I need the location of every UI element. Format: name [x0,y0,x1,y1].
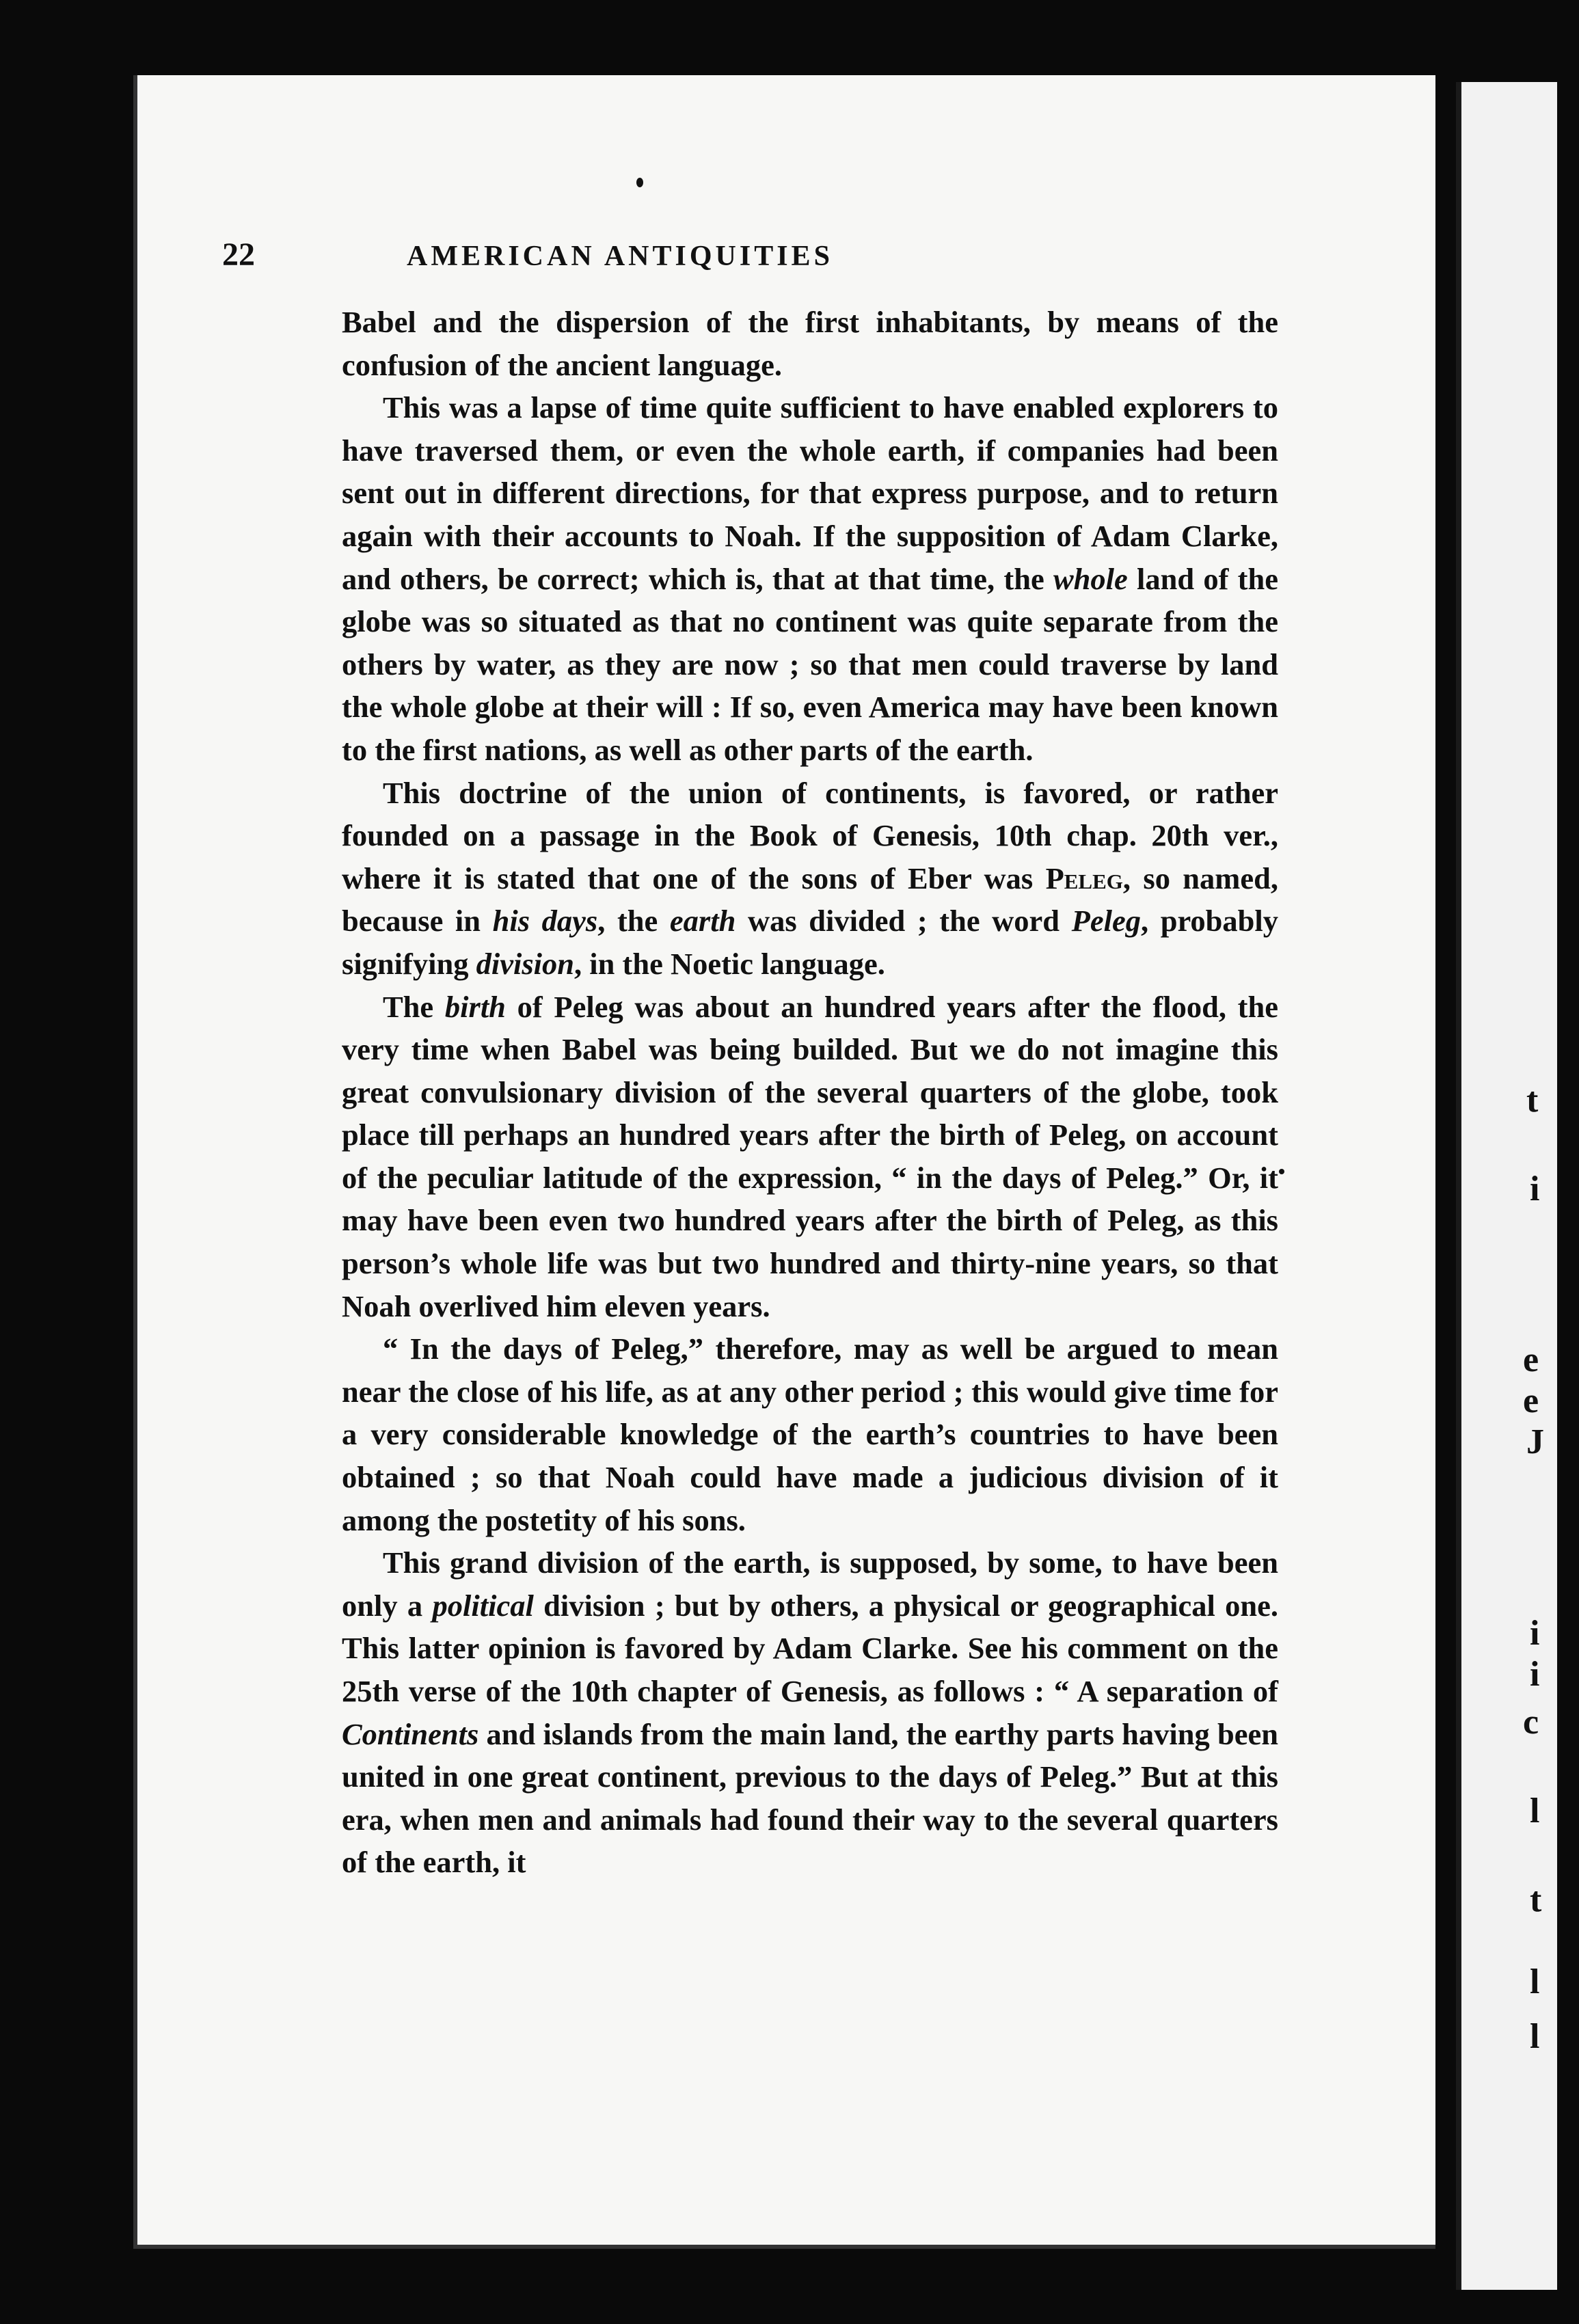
adjacent-page-edge [1456,82,1557,2290]
running-title: AMERICAN ANTIQUITIES [407,241,833,272]
paragraph: This doctrine of the union of continents, is favored, or rather founded on a passage in the Book of Genesis, 10th chap. 20th ver., where it is stated that one of the sons of Eber was Peleg, so named, because in his days, the earth was divided ; the word Peleg, probably signifying division, in the Noetic language. [342,775,1279,981]
paragraph: The birth of Peleg was about an hundred years after the flood, the very time when Babel was being builded. But we do not imagine this great convulsionary division of the several quarters of the globe, took place till perhaps an hundred years after the birth of Peleg, on account of the peculiar latitude of the expression, “ in the days of Peleg.” Or, it may have been even two hundred years after the birth of Peleg, as this person’s whole life was but two hundred and thirty-nine years, so that Noah overlived him eleven years. [342,989,1279,1323]
adjacent-page-fragment: l [1530,1792,1540,1830]
page-body [342,301,1278,1884]
ink-speck [636,178,643,187]
adjacent-page-fragment: i [1530,1170,1540,1208]
page-number: 22 [222,237,255,273]
adjacent-page-fragment: e [1523,1340,1539,1379]
adjacent-page-fragment: J [1526,1422,1544,1461]
adjacent-page-fragment: i [1530,1655,1540,1694]
adjacent-page-fragment: c [1523,1703,1539,1742]
adjacent-page-fragment: l [1530,1962,1540,2001]
paragraph: “ In the days of Peleg,” therefore, may as well be argued to mean near the close of his life, as at any other period ; this would give time for a very considerable knowledge of the earth’s countries to have been obtained ; so that Noah could have made a judicious division of it among the postetity of his sons. [342,1332,1278,1537]
adjacent-page-fragment: l [1530,2017,1540,2056]
paragraph: Babel and the dispersion of the first inhabitants, by means of the confusion of the ancient language. [342,305,1278,382]
paragraph: This was a lapse of time quite sufficient to have enabled explorers to have traversed them, or even the whole earth, if companies had been sent out in different directions, for that express purpose, and to return again with their accounts to Noah. If the supposition of Adam Clarke, and others, be correct; which is, that at that time, the whole land of the globe was so situated as that no continent was quite separate from the others by water, as they are now ; so that men could traverse by land the whole globe at their will : If so, even America may have been known to the first nations, as well as other parts of the earth. [342,390,1278,767]
adjacent-page-fragment: t [1526,1081,1539,1120]
small-caps-name: Peleg [1045,861,1123,895]
adjacent-page-fragment: i [1530,1614,1540,1653]
ink-speck [1279,1169,1284,1174]
running-head [222,236,1288,277]
adjacent-page-fragment: t [1530,1880,1542,1919]
adjacent-page-fragment: e [1523,1381,1539,1420]
paragraph: This grand division of the earth, is supposed, by some, to have been only a political division ; but by others, a physical or geographical one. This latter opinion is favored by Adam Clarke. See his comment on the 25th verse of the 10th chapter of Genesis, as follows : “ A separation of Continents and islands from the main land, the earthy parts having been united in one great continent, previous to the days of Peleg.” But at this era, when men and animals had found their way to the several quarters of the earth, it [342,1545,1278,1880]
